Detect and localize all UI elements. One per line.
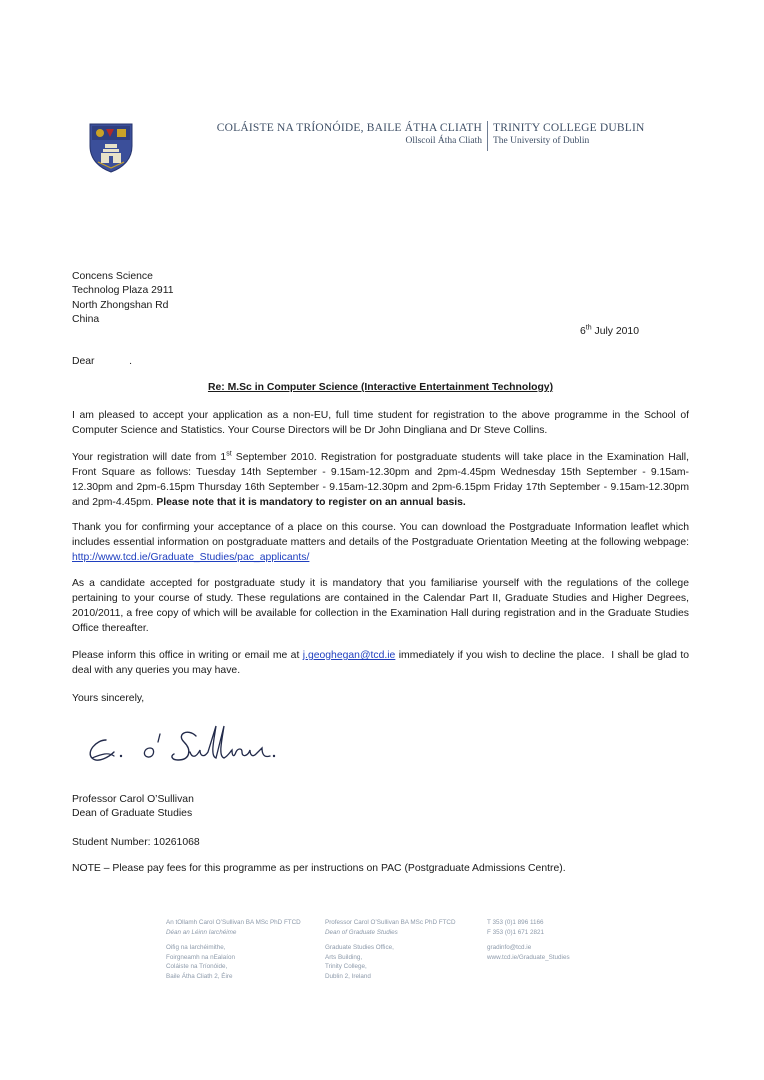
- footer-address-line: Trinity College,: [325, 963, 367, 971]
- paragraph-contact: [72, 649, 692, 679]
- footer-contact: [487, 918, 570, 962]
- date-suffix: th: [585, 324, 592, 332]
- address-line: North Zhongshan Rd: [72, 299, 169, 311]
- university-name-english: The University of Dublin: [493, 136, 590, 146]
- university-name-irish: Ollscoil Átha Cliath: [405, 136, 482, 146]
- footer-address-line: Foirgneamh na nEalaíon: [166, 953, 235, 961]
- footer-irish-address: [166, 918, 301, 982]
- registration-text-cont: September 2010. Registration for postgraduate students will take place in the Examination Hall, Front Square as follows: Tuesday 14th September - 9.15am-12.30pm and 2pm-4.45pm Wednesday 15th September - 9.15am-12.30pm and 2pm-6.15pm Thursday 16th September - 9.15am-12.30pm and 2pm-6.15pm Friday 17th September - 9.15am-12.30pm and 2pm-4.45pm.: [72, 452, 689, 508]
- footer-address-line: Baile Átha Cliath 2, Éire: [166, 972, 233, 980]
- contact-text: Please inform this office in writing or email me at: [72, 650, 303, 661]
- college-name-irish: COLÁISTE NA TRÍONÓIDE, BAILE ÁTHA CLIATH: [216, 122, 482, 134]
- address-line: China: [72, 314, 100, 326]
- footer-website: www.tcd.ie/Graduate_Studies: [487, 953, 570, 961]
- college-name-english: TRINITY COLLEGE DUBLIN: [493, 122, 645, 134]
- footer-address-line: Arts Building,: [325, 953, 363, 961]
- handwritten-signature: [84, 722, 284, 770]
- paragraph-information: [72, 521, 695, 566]
- signatory-block: [72, 793, 194, 822]
- footer-name: [325, 918, 456, 928]
- letterhead-divider: [487, 121, 488, 151]
- date-day: 6: [580, 326, 586, 337]
- footer-name-suffix: BA MSc PhD FTCD: [398, 919, 456, 926]
- footer-email: gradinfo@tcd.ie: [487, 944, 532, 952]
- signatory-name: Professor Carol O’Sullivan: [72, 794, 194, 805]
- footer-address-line: Oifig na Iarchéimithe,: [166, 944, 226, 952]
- closing: Yours sincerely,: [72, 693, 145, 704]
- footer-name: [166, 918, 301, 928]
- address-line: Concens Science: [72, 271, 153, 282]
- footer-address-line: Graduate Studies Office,: [325, 944, 394, 952]
- letterhead-irish: [212, 122, 482, 146]
- letter-date: [580, 325, 639, 339]
- registration-text: Your registration will date from 1: [72, 452, 227, 463]
- signatory-title: Dean of Graduate Studies: [72, 808, 193, 820]
- paragraph-regulations: As a candidate accepted for postgraduate study it is mandatory that you familiarise yourself with the regulations of the college pertaining to your course of study. These regulations are contained in the Calendar Part II, Graduate Studies and Higher Degrees, 2010/2011, a free copy of which will be available for collection in the Examination Hall during registration and in the Graduate Studies Office thereafter.: [72, 578, 689, 634]
- footer-role: Dean of Graduate Studies: [325, 928, 398, 936]
- paragraph-registration: [72, 451, 689, 511]
- subject-line: Re: M.Sc in Computer Science (Interactive Entertainment Technology): [207, 382, 554, 393]
- footer-english-address: [325, 918, 456, 982]
- footer-name-text: Professor Carol O’Sullivan: [325, 919, 399, 926]
- footer-address-line: Dublin 2, Ireland: [325, 972, 371, 980]
- date-rest: July 2010: [591, 326, 639, 337]
- email-link[interactable]: j.geoghegan@tcd.ie: [302, 650, 396, 661]
- address-line: Technolog Plaza 2911: [72, 285, 174, 297]
- mandatory-notice: Please note that it is mandatory to register on an annual basis.: [156, 496, 466, 508]
- contact-text-cont: immediately if you wish to decline the place. I shall be glad to deal with any queries you may have.: [72, 650, 692, 676]
- recipient-address: [72, 270, 173, 328]
- student-number: Student Number: 10261068: [72, 837, 200, 848]
- footer-name-text: An tOllamh Carol O’Sullivan: [166, 919, 245, 926]
- information-text: Thank you for confirming your acceptance of a place on this course. You can download the Postgraduate Information leaflet which includes essential information on postgraduate matters and details of the Postgraduate Orientation Meeting at the following webpage:: [72, 522, 695, 548]
- fees-note: NOTE – Please pay fees for this programme as per instructions on PAC (Postgraduate Admissions Centre).: [72, 863, 566, 874]
- footer-address-line: Coláiste na Tríonóide,: [166, 963, 228, 971]
- paragraph-acceptance: I am pleased to accept your application as a non-EU, full time student for registration to the above programme in the School of Computer Science and Statistics. Your Course Directors will be Dr John Dingliana and Dr Steve Collins.: [72, 410, 689, 436]
- applicants-webpage-link[interactable]: http://www.tcd.ie/Graduate_Studies/pac_applicants/: [72, 551, 310, 563]
- footer-fax: F 353 (0)1 671 2821: [487, 928, 545, 936]
- footer-name-suffix: BA MSc PhD FTCD: [244, 919, 301, 926]
- registration-date-suffix: st: [226, 450, 232, 458]
- letterhead-english: [493, 122, 673, 146]
- salutation: Dear .: [72, 356, 133, 367]
- trinity-crest-icon: [88, 122, 134, 174]
- footer-phone: T 353 (0)1 896 1166: [487, 919, 544, 926]
- footer-role: Déan an Léinn Iarchéime: [166, 928, 237, 936]
